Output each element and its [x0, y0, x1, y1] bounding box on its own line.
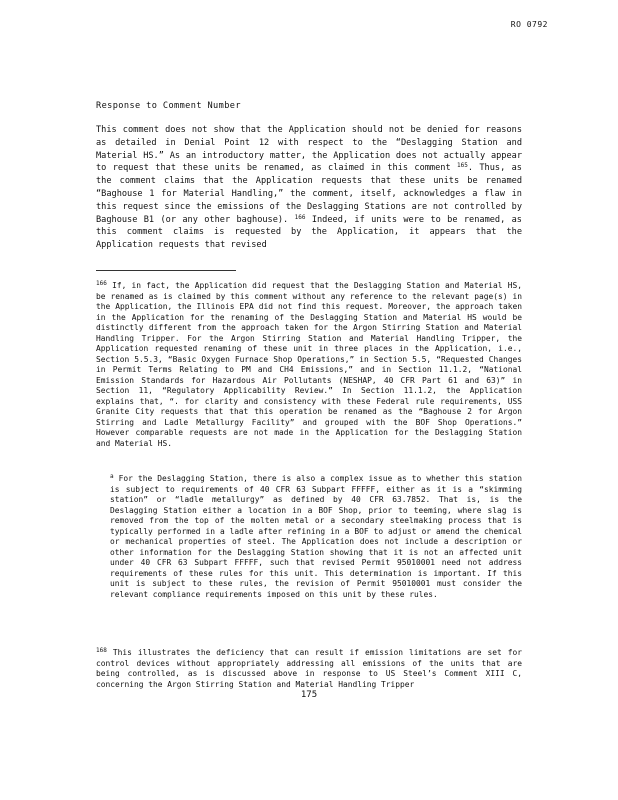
footnote-168-text: This illustrates the deficiency that can result if emission limitations are set for control devices without appropriately addressing all emissions of the units that are being controlled, as is discussed above in response to US Steel’s Comment XIII C, concerning the Argon Stirring Station and Material Handling Tripper [96, 648, 522, 689]
page-identifier: RO 0792 [510, 20, 548, 29]
footnote-167-text: For the Deslagging Station, there is also a complex issue as to whether this station is subject to requirements of 40 CFR 63 Subpart FFFFF, either as it is a “skimming station” or “ladle metallurgy” as defined by 40 CFR 63.7852. That is, is the Deslagging Station either a location in a BOF Shop, prior to teeming, where slag is removed from the top of the molten metal or a secondary steelmaking process that is typically performed in a ladle after refining in a BOF to adjust or amend the chemical or mechanical properties of steel. The Application does not include a description or other information for the Deslagging Station showing that it is not an affected unit under 40 CFR 63 Subpart FFFFF, such that revised Permit 95010001 need not address requirements of these rules for this unit. This determination is important. If this unit is subject to these rules, the revision of Permit 95010001 must consider the relevant compliance requirements imposed on this unit by these rules. [110, 474, 522, 599]
footnote-167 [110, 474, 522, 600]
footnote-166 [96, 281, 522, 449]
footnote-166-marker: 166 [96, 280, 107, 287]
section-heading: Response to Comment Number [96, 101, 241, 111]
body-paragraph [96, 124, 522, 252]
page-number: 175 [300, 690, 318, 700]
footnote-166-text: If, in fact, the Application did request that the Deslagging Station and Material HS, be renamed as is claimed by this comment without any reference to the relevant page(s) in the Application, the Illinois EPA did not find this request. Moreover, the approach taken in the Application for the renaming of the Deslagging Station and Material HS would be distinctly different from the approach taken for the Argon Stirring Station and Material Handling Tripper. For the Argon Stirring Station and Material Handling Tripper, the Application requested renaming of these unit in three places in the Application, i.e., Section 5.5.3, “Basic Oxygen Furnace Shop Operations,” in Section 5.5, “Requested Changes in Permit Terms Relating to PM and CH4 Emissions,” and in Section 11.1.2, “National Emission Standards for Hazardous Air Pollutants (NESHAP, 40 CFR Part 61 and 63)” in Section 11, “Regulatory Applicability Review.” In Section 11.1.2, the Application explains that, “. for clarity and consistency with these Federal rule requirements, USS Granite City requests that that this operation be renamed as the “Baghouse 2 for Argon Stirring and Ladle Metallurgy Facility” and grouped with the BOF Shop Operations.” However comparable requests are not made in the Application for the Deslagging Station and Material HS. [96, 281, 522, 448]
footnote-167-marker: a [110, 473, 114, 480]
footnote-separator [96, 270, 236, 271]
footnote-ref-165[interactable]: 165 [457, 162, 468, 170]
body-text-part-3: Indeed, if units were to be renamed, as this comment claims is requested by the Application, it appears that the Application requests that revised [96, 214, 522, 251]
body-text-part-1: This comment does not show that the Application should not be denied for reasons as detailed in Denial Point 12 with respect to the “Deslagging Station and Material HS.” As an introductory matter, the Application does not actually appear to request that these units be renamed, as claimed in this comment [96, 125, 522, 174]
footnote-168 [96, 648, 522, 690]
body-text-part-2: . Thus, as the comment claims that the Application requests that these units be renamed “Baghouse 1 for Material Handling,” the comment, itself, acknowledges a flaw in this request since the emissions of the Deslagging Stations are not controlled by Baghouse B1 (or any other baghouse). [96, 163, 522, 225]
footnote-168-marker: 168 [96, 647, 107, 654]
footnote-ref-166[interactable]: 166 [294, 213, 306, 221]
